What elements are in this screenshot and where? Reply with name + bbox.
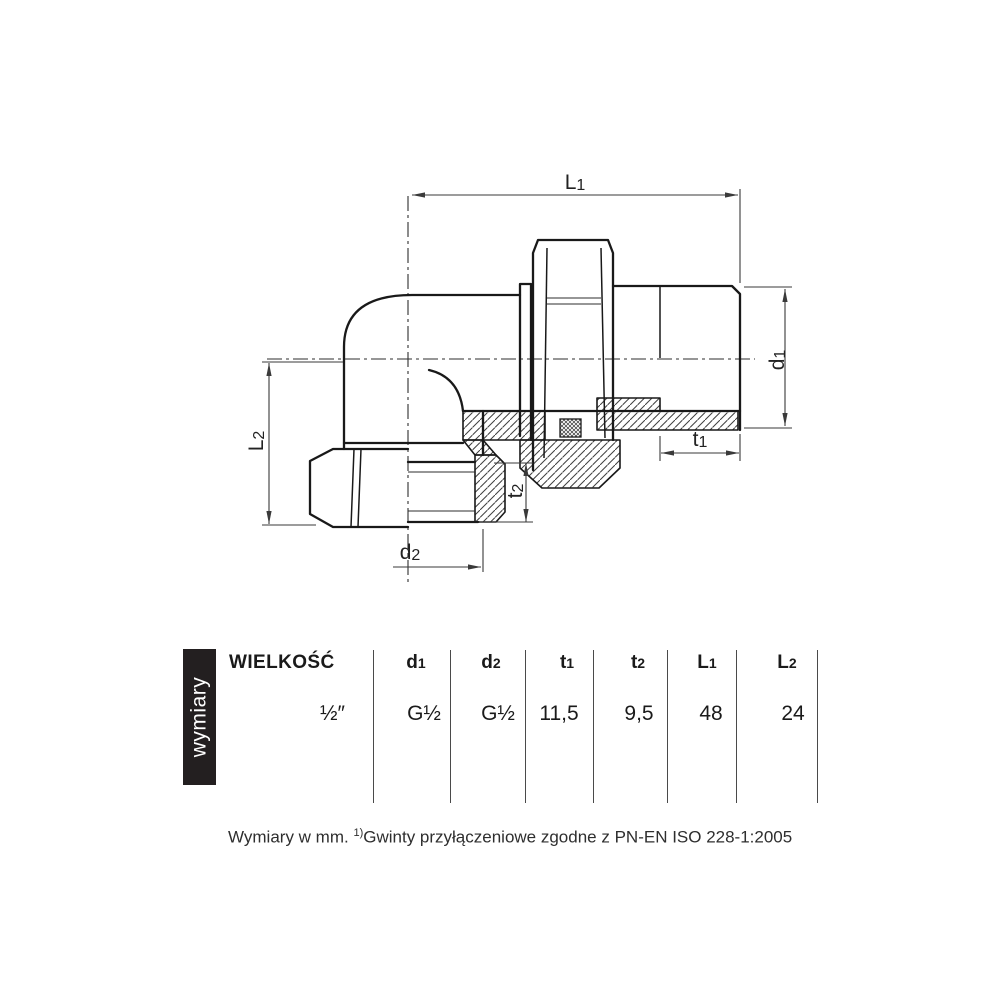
footnote-prefix: Wymiary w mm. xyxy=(228,827,354,847)
table-cell-size: ½″ xyxy=(320,702,345,725)
table-cell-L1: 48 xyxy=(699,702,723,725)
table-header-size: WIELKOŚĆ xyxy=(229,652,335,673)
table-header-d2: d2 xyxy=(481,652,501,673)
dim-label-d2: d2 xyxy=(399,541,421,564)
table-header-t1: t1 xyxy=(559,652,575,673)
gasket-seal xyxy=(560,419,581,437)
table-cell-t2: 9,5 xyxy=(624,702,654,725)
dim-label-t2: t2 xyxy=(504,483,527,499)
dim-label-L1: L1 xyxy=(564,171,586,194)
footnote-superscript: 1) xyxy=(353,827,364,839)
table-cell-d1: G½ xyxy=(407,702,441,725)
dimension-labels xyxy=(245,171,789,564)
table-separator xyxy=(373,650,374,803)
table-sidebar-label: wymiary xyxy=(187,676,211,758)
section-hatching xyxy=(463,398,738,522)
table-sidebar xyxy=(183,649,216,785)
dim-label-d1: d1 xyxy=(766,349,789,371)
footnote-text: Gwinty przyłączeniowe zgodne z PN-EN ISO 228-1:2005 xyxy=(363,827,793,847)
table-header-L1: L1 xyxy=(697,652,717,673)
table-separator xyxy=(817,650,818,803)
footnote xyxy=(228,827,792,848)
table-header-t2: t2 xyxy=(630,652,646,673)
dim-label-t1: t1 xyxy=(692,428,708,451)
table-separator xyxy=(736,650,737,803)
table-header-L2: L2 xyxy=(777,652,797,673)
table-header-d1: d1 xyxy=(406,652,426,673)
table-separator xyxy=(525,650,526,803)
table-separator xyxy=(450,650,451,803)
table-cell-t1: 11,5 xyxy=(539,702,579,725)
dim-label-L2: L2 xyxy=(245,430,268,452)
table-separator xyxy=(667,650,668,803)
table-cell-d2: G½ xyxy=(481,702,515,725)
table-separator xyxy=(593,650,594,803)
table-cell-L2: 24 xyxy=(781,702,805,725)
dimension-lines xyxy=(262,189,792,572)
